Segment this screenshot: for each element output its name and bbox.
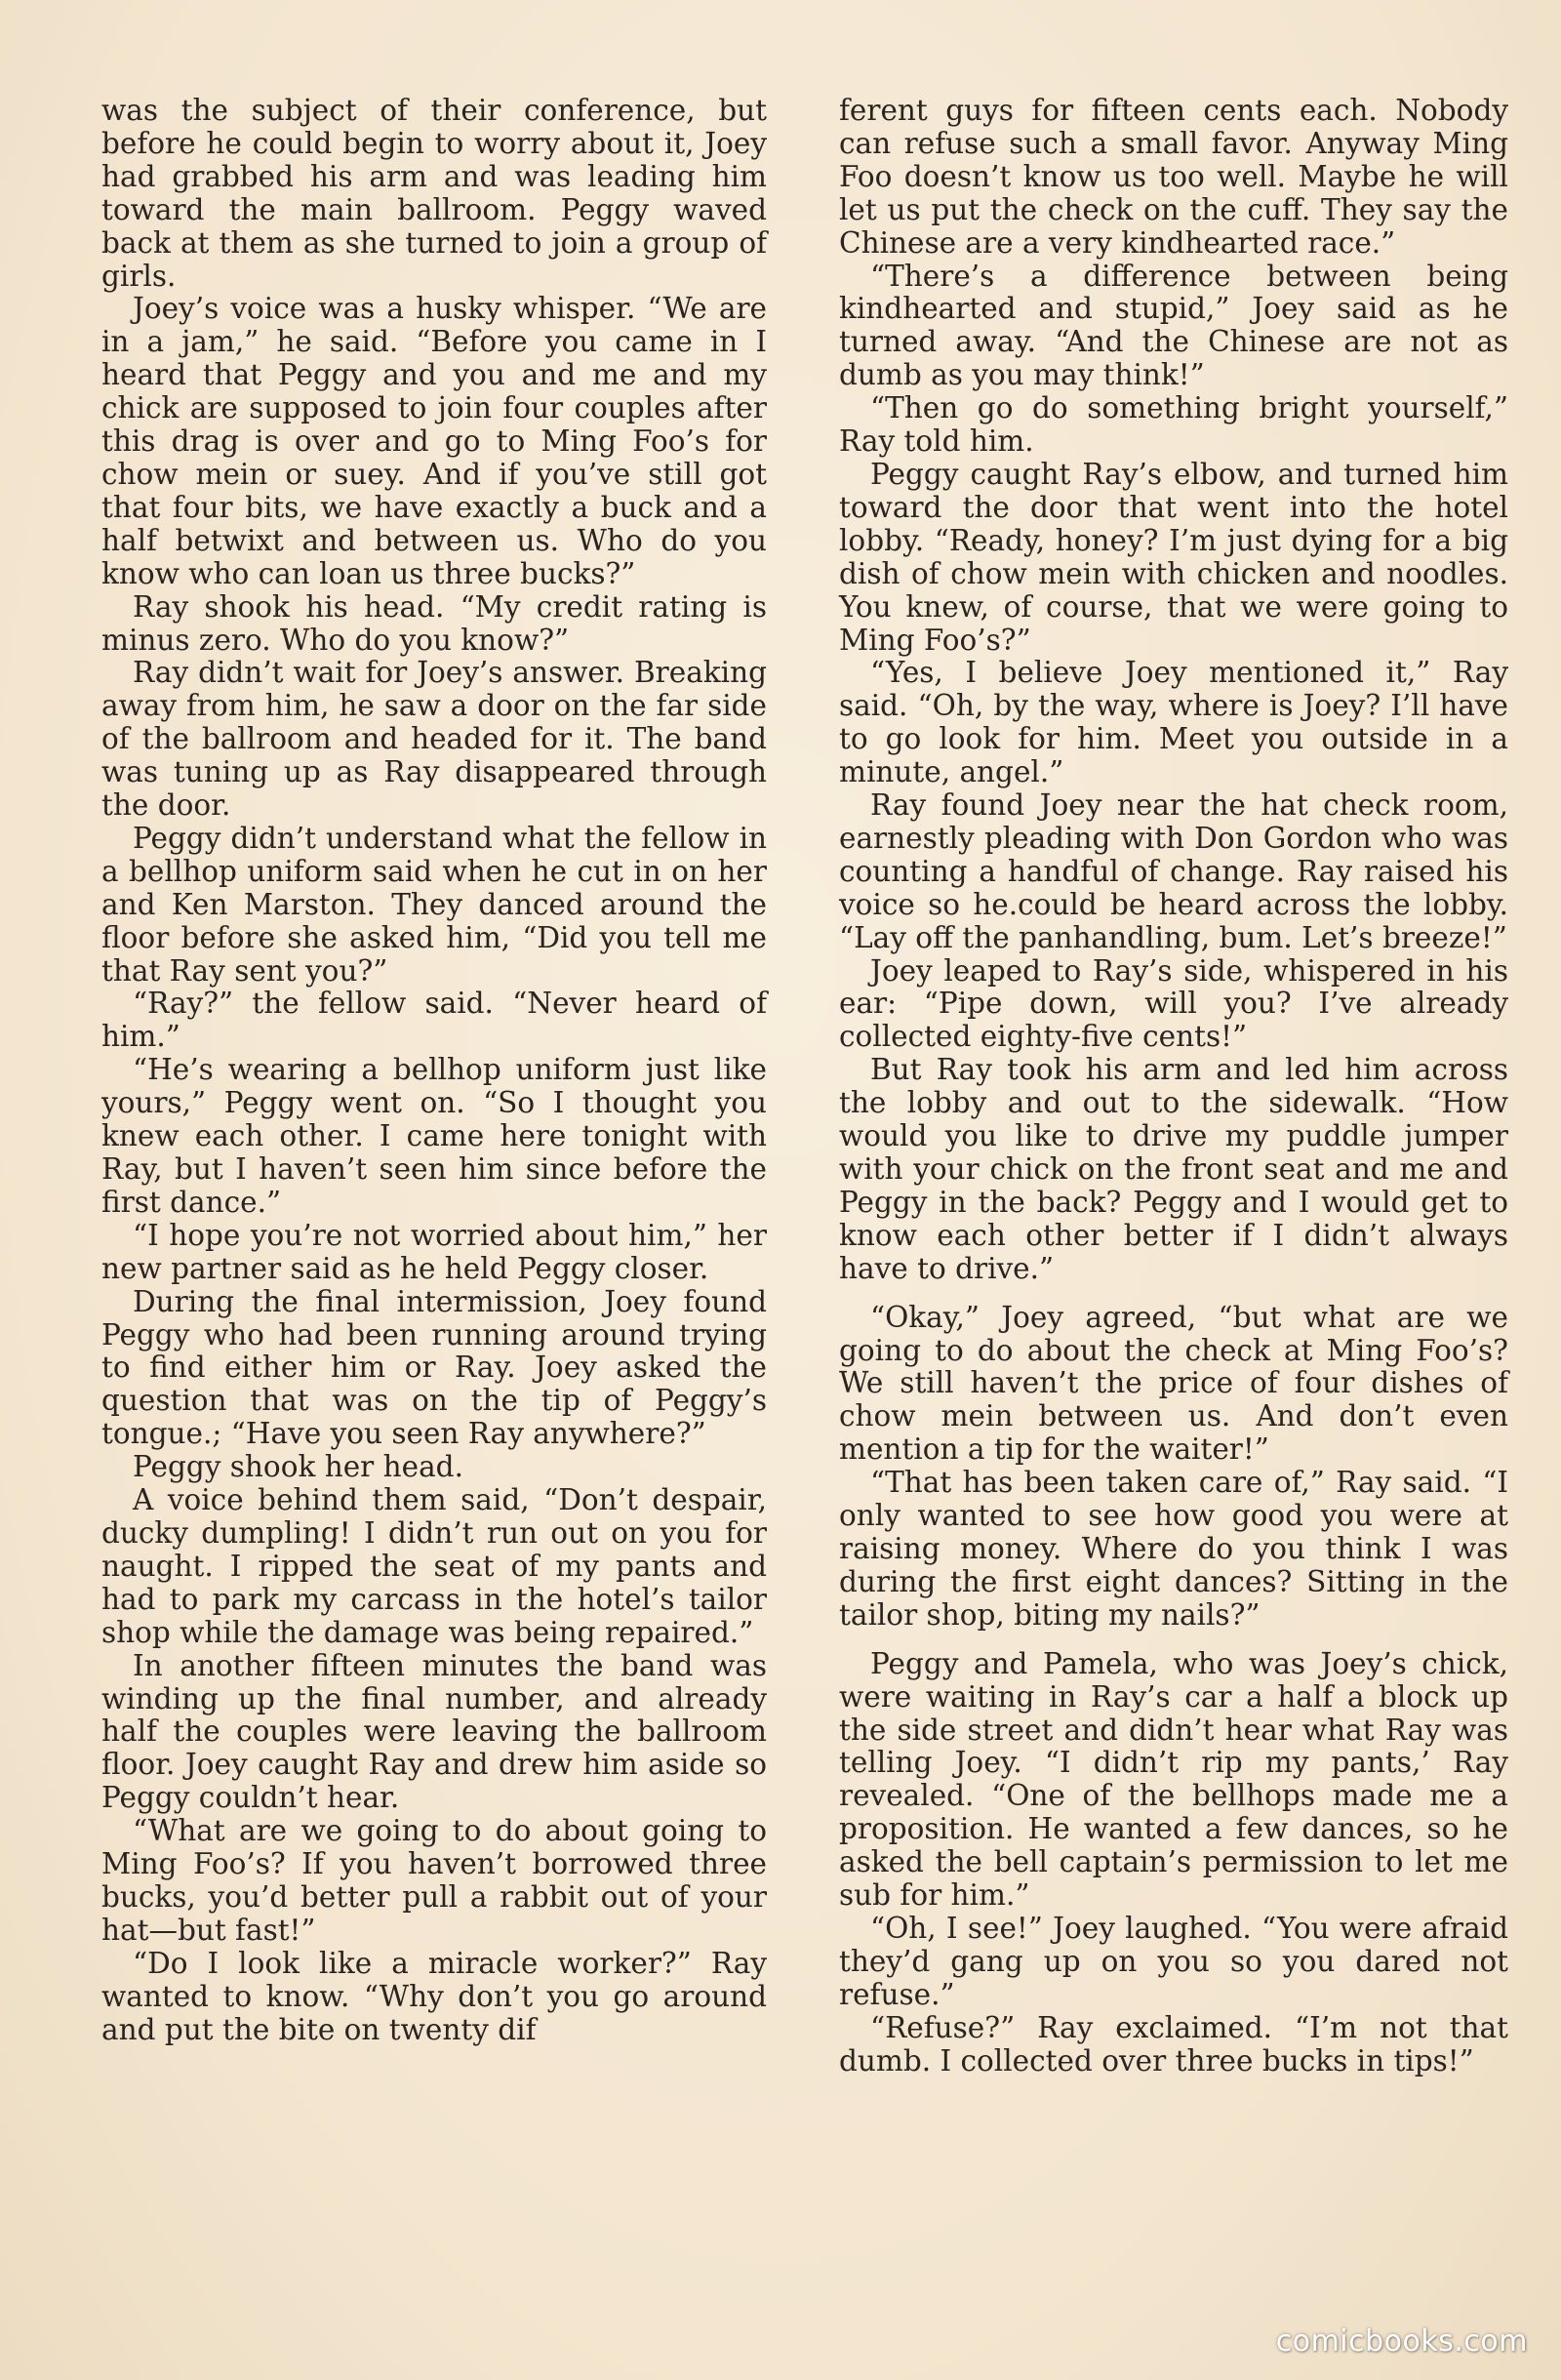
paragraph: But Ray took his arm and led him across the lobby and out to the sidewalk. “How would you like to drive my puddle jumper with your chick on the front seat and me and Peggy in the back? Peggy and I would get to know each other better if I didn’t always have to drive.”	[839, 1053, 1508, 1285]
paragraph: “Ray?” the fellow said. “Never heard of him.”	[101, 987, 767, 1054]
paragraph: ferent guys for fifteen cents each. Nobody can refuse such a small favor. Anyway Ming Foo doesn’t know us too well. Maybe he will let us put the check on the cuff. They say the Chinese are a very kindhearted race.”	[839, 94, 1508, 260]
paragraph: “What are we going to do about going to Ming Foo’s? If you haven’t borrowed three bucks, you’d better pull a rabbit out of your hat—but fast!”	[101, 1814, 767, 1947]
paragraph: “Okay,” Joey agreed, “but what are we going to do about the check at Ming Foo’s? We still haven’t the price of four dishes of chow mein between us. And don’t even mention a tip for the waiter!”	[839, 1300, 1508, 1467]
paragraph: “Refuse?” Ray exclaimed. “I’m not that dumb. I collected over three bucks in tips!”	[839, 2010, 1508, 2077]
watermark: comicbooks.com	[1275, 2324, 1528, 2359]
paragraph: “Oh, I see!” Joey laughed. “You were afraid they’d gang up on you so you dared not refuse.”	[839, 1911, 1508, 2011]
paragraph: During the final intermission, Joey found Peggy who had been running around trying to find either him or Ray. Joey asked the question that was on the tip of Peggy’s tongue.; “Have you seen Ray anywhere?”	[101, 1284, 767, 1451]
paragraph: “Yes, I believe Joey mentioned it,” Ray said. “Oh, by the way, where is Joey? I’ll have to go look for him. Meet you outside in a minute, angel.”	[839, 656, 1508, 789]
paragraph: Ray shook his head. “My credit rating is minus zero. Who do you know?”	[101, 589, 767, 657]
paragraph: “Do I look like a miracle worker?” Ray wanted to know. “Why don’t you go around and put the bite on twenty dif	[101, 1946, 767, 2046]
paragraph: Peggy and Pamela, who was Joey’s chick, were waiting in Ray’s car a half a block up the side street and didn’t hear what Ray was telling Joey. “I didn’t rip my pants,’ Ray revealed. “One of the bellhops made me a proposition. He wanted a few dances, so he asked the bell captain’s permission to let me sub for him.”	[839, 1646, 1508, 1913]
paragraph: Ray didn’t wait for Joey’s answer. Breaking away from him, he saw a door on the far side of the ballroom and headed for it. The band was tuning up as Ray disappeared through the door.	[101, 656, 767, 823]
paragraph: “He’s wearing a bellhop uniform just like yours,” Peggy went on. “So I thought you knew each other. I came here tonight with Ray, but I haven’t seen him since before the first dance.”	[101, 1053, 767, 1219]
right-text-column	[839, 95, 1508, 2077]
paragraph: A voice behind them said, “Don’t despair, ducky dumpling! I didn’t run out on you for naught. I ripped the seat of my pants and had to park my carcass in the hotel’s tailor shop while the damage was being repaired.”	[101, 1483, 767, 1649]
paragraph: Ray found Joey near the hat check room, earnestly pleading with Don Gordon who was counting a handful of change. Ray raised his voice so he.could be heard across the lobby. “Lay off the panhandling, bum. Let’s breeze!”	[839, 788, 1508, 954]
paragraph: “There’s a difference between being kindhearted and stupid,” Joey said as he turned away. “And the Chinese are not as dumb as you may think!”	[839, 259, 1508, 392]
paragraph: “Then go do something bright yourself,” Ray told him.	[839, 391, 1508, 459]
paragraph: Peggy didn’t understand what the fellow in a bellhop uniform said when he cut in on her and Ken Marston. They danced around the floor before she asked him, “Did you tell me that Ray sent you?”	[101, 821, 767, 988]
left-text-column	[101, 95, 767, 2046]
paragraph: Peggy caught Ray’s elbow, and turned him toward the door that went into the hotel lobby. “Ready, honey? I’m just dying for a big dish of chow mein with chicken and noodles. You knew, of course, that we were going to Ming Foo’s?”	[839, 457, 1508, 657]
paragraph: “That has been taken care of,” Ray said. “I only wanted to see how good you were at raising money. Where do you think I was during the first eight dances? Sitting in the tailor shop, biting my nails?”	[839, 1466, 1508, 1632]
paragraph: Joey’s voice was a husky whisper. “We are in a jam,” he said. “Before you came in I heard that Peggy and you and me and my chick are supposed to join four couples after this drag is over and go to Ming Foo’s for chow mein or suey. And if you’ve still got that four bits, we have exactly a buck and a half betwixt and between us. Who do you know who can loan us three bucks?”	[101, 292, 767, 590]
paragraph: In another fifteen minutes the band was winding up the final number, and already half the couples were leaving the ballroom floor. Joey caught Ray and drew him aside so Peggy couldn’t hear.	[101, 1648, 767, 1815]
paragraph: was the subject of their conference, but before he could begin to worry about it, Joey had grabbed his arm and was leading him toward the main ballroom. Peggy waved back at them as she turned to join a group of girls.	[101, 94, 767, 293]
paragraph: Peggy shook her head.	[133, 1450, 463, 1484]
paragraph: Joey leaped to Ray’s side, whispered in his ear: “Pipe down, will you? I’ve already collected eighty-five cents!”	[839, 953, 1508, 1054]
paragraph: “I hope you’re not worried about him,” her new partner said as he held Peggy closer.	[101, 1218, 767, 1285]
